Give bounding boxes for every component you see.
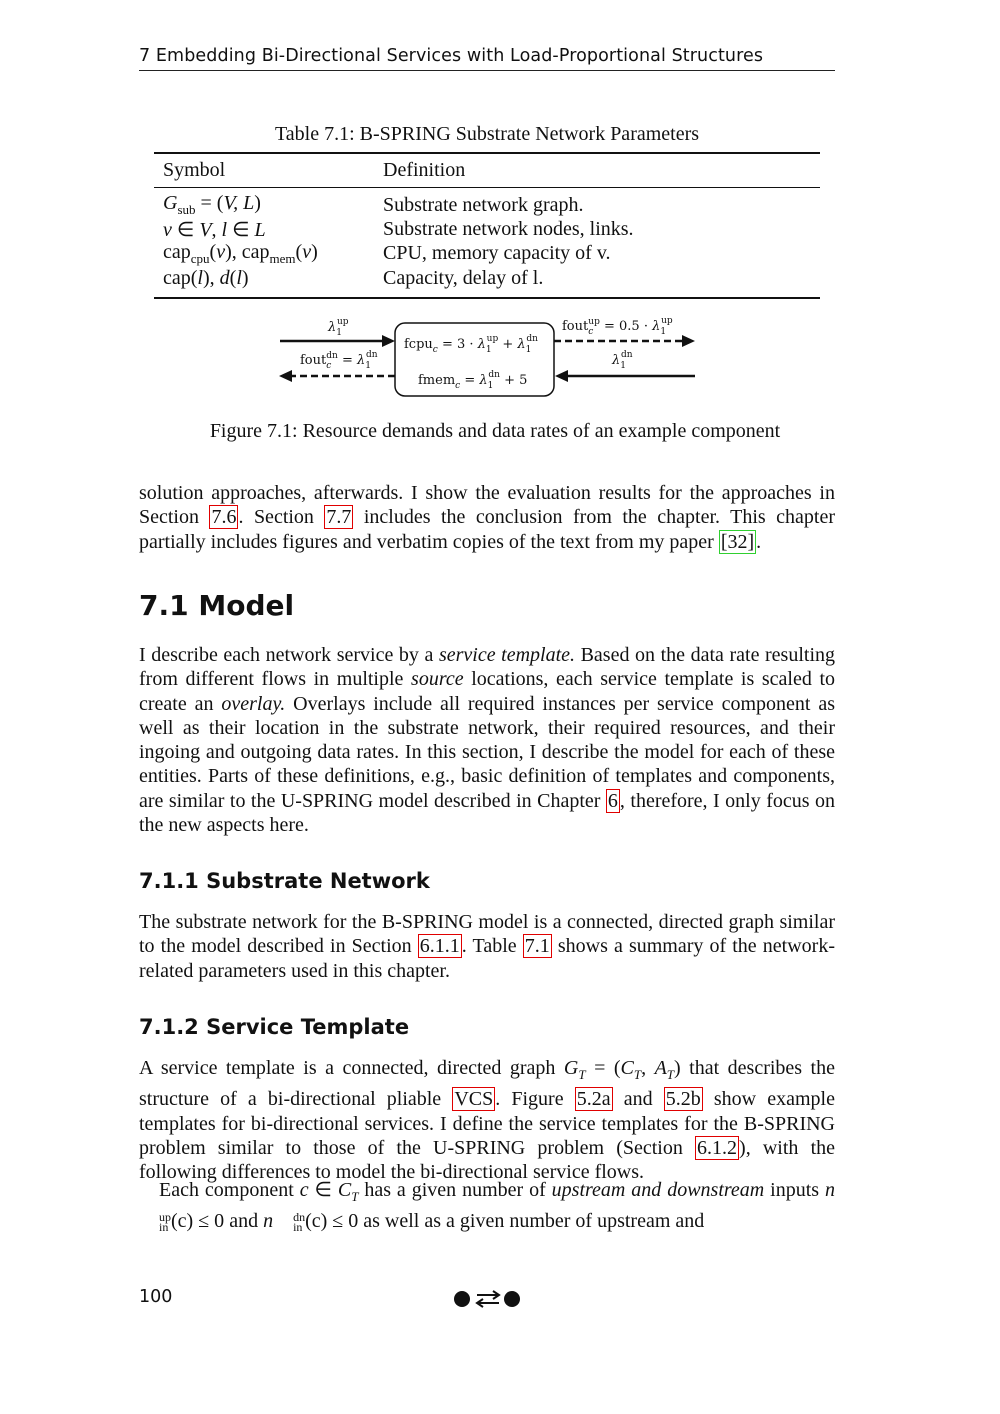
figure-ref-link[interactable]: 5.2b [665,1088,701,1111]
subsection-heading: 7.1.1 Substrate Network [139,869,430,893]
page-number: 100 [139,1287,173,1307]
text-run: , therefore, I only focus on the new aspects here. [139,789,835,837]
emphasis: source [411,668,464,691]
acronym-link[interactable]: VCS [454,1088,494,1111]
section-ref-link[interactable]: 7.7 [326,506,352,529]
component-resource-figure [270,306,710,406]
upstream-input-label: $\lambda_1up$ [328,317,349,338]
table-row [154,266,820,290]
figure-caption: Figure 7.1: Resource demands and data rates of an example component [209,420,781,442]
downstream-output-label: fout$_c$dn = $\lambda_1dn$ [300,350,378,371]
table-row [154,193,820,217]
math-inputs-up: n up in (c) ≤ 0 [159,1179,836,1235]
section-ref-link[interactable]: 6.1.2 [697,1136,738,1159]
mem-formula: fmem$_c$ = $\lambda_1dn + 5$ [418,370,528,391]
substrate-paragraph [139,910,835,983]
symbol-cell: cap$_{cpu}$(v), cap$_{mem}$(v) [163,240,318,266]
text-run: shows a summary of the network-related parameters used in this chapter. [139,935,835,982]
text-run: ), with the following differences to model the bi-directional service flows. [139,1136,835,1184]
emphasis: service template. [438,644,576,666]
text-run: . Section [238,506,325,529]
text-run: Each component [159,1179,300,1201]
definition-cell: Capacity, delay of l. [383,266,544,289]
section-ref-link[interactable]: 7.6 [211,506,237,529]
table-row [154,217,820,241]
text-run: The substrate network for the B-SPRING model is a connected, directed graph similar to the model described in Section [139,911,835,958]
text-run: I describe each network service by a [139,644,439,666]
text-run: . Figure [495,1088,575,1111]
table-ref-link[interactable]: 7.1 [524,935,550,958]
upstream-output-label: fout$_c$up = $0.5 \cdot \lambda_1up$ [562,316,673,337]
section-heading: 7.1 Model [139,589,295,622]
emphasis: overlay. [221,692,286,715]
table-row [154,242,820,266]
model-paragraph [139,643,835,837]
figure-ref-link[interactable]: 5.2a [576,1088,611,1111]
cpu-formula: fcpu$_c$ = $3 \cdot \lambda_1up + \lambda_1dn$ [404,334,538,355]
component-paragraph [139,1178,835,1234]
parameter-table [154,152,820,299]
symbol-cell: v ∈ V, l ∈ L [163,218,266,241]
text-run: solution approaches, afterwards. I show the evaluation results for the approaches in Section [139,482,835,529]
table-caption: Table 7.1: B-SPRING Substrate Network Parameters [274,123,700,145]
subsection-heading: 7.1.2 Service Template [139,1015,410,1039]
math-graph: $G_T = (C_T$, $A_T$) [563,1057,681,1082]
definition-cell: Substrate network nodes, links. [383,217,634,240]
bidirectional-logo-icon [453,1287,523,1311]
text-run: . [756,530,762,553]
intro-paragraph [139,481,835,554]
downstream-input-label: $\lambda_1dn$ [612,350,633,371]
running-head: 7 Embedding Bi-Directional Services with Load-Proportional Structures [139,46,835,71]
definition-cell: Substrate network graph. [383,193,584,216]
text-run: and [612,1088,664,1111]
text-run: A service template is a connected, directed graph [139,1057,564,1079]
section-ref-link[interactable]: 6.1.1 [419,935,460,958]
table-header-row [154,154,820,188]
citation-link[interactable]: [32] [720,530,755,553]
text-run: has a given number of [358,1179,552,1201]
text-run: Based on the data rate resulting from different flows in multiple [139,644,835,691]
math-inputs-dn: n dn in (c) ≤ 0 [263,1210,359,1235]
template-paragraph [139,1056,835,1184]
text-run: as well as a given number of upstream and [358,1210,705,1233]
text-run: and [224,1210,264,1233]
symbol-cell: $G_{sub} = (V$, L) [163,192,261,218]
text-run: . Table [461,935,523,958]
text-run: locations, each service template is scaled to create an [139,668,835,715]
definition-cell: CPU, memory capacity of v. [383,242,611,265]
text-run: inputs [764,1179,826,1201]
table-header-symbol: Symbol [163,159,226,181]
text-run: includes the conclusion from the chapter. This chapter partially includes figures and verbatim copies of the text from my paper [139,506,835,553]
math-component: c ∈ $C_T$ [299,1179,359,1204]
text-run: Overlays include all required instances per service component as well as their location in the substrate network, their required resources, and their ingoing and outgoing data rates. In this section, I describe the model for each of these entities. Parts of these definitions, e.g., basic definition of templates and components, are similar to the U-SPRING model described in Chapter [139,692,835,812]
chapter-ref-link[interactable]: 6 [607,789,618,812]
text-run: that describes the structure of a bi-directional pliable [139,1057,835,1111]
table-header-definition: Definition [383,159,466,181]
emphasis: upstream and downstream [551,1179,765,1201]
text-run: show example templates for bi-directional services. I define the service templates for the B-SPRING problem similar to those of the U-SPRING problem (Section [139,1088,835,1159]
symbol-cell: cap(l), d(l) [163,266,249,289]
